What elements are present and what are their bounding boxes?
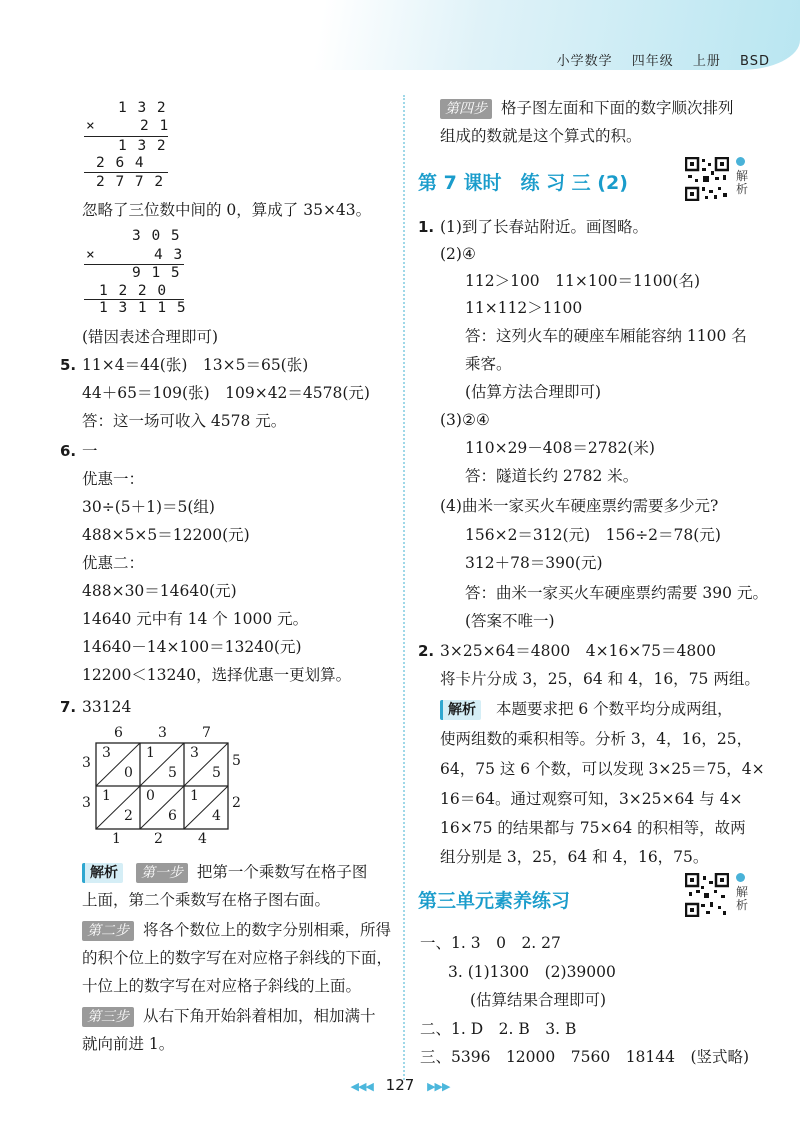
header-grade: 四年级 (631, 54, 674, 69)
q6-line8: 12200＜13240，选择优惠一更划算。 (82, 666, 352, 684)
calc2-row3: 9 1 5 (132, 265, 181, 281)
r-q2-number: 2. (418, 642, 435, 660)
q6-line4: 优惠二： (82, 554, 145, 572)
lattice-cell-3-ones: 5 (212, 765, 221, 781)
r-q1-line10: 答：隧道长约 2782 米。 (465, 467, 639, 485)
calc1-row2: 2 1 (140, 118, 170, 134)
q7-number: 7. (60, 698, 77, 716)
header-subject: 小学数学 (556, 54, 613, 69)
calc2-row5: 1 3 1 1 5 (99, 300, 187, 316)
r-q1-line11: (4)曲米一家买火车硬座票约需要多少元? (440, 497, 719, 515)
q6-line6: 14640 元中有 14 个 1000 元。 (82, 610, 309, 628)
lattice-cell-6-ones: 4 (212, 808, 221, 824)
lattice-cell-5-tens: 0 (146, 788, 155, 804)
step3-text-a: 从右下角开始斜着相加，相加满十 (142, 1007, 376, 1025)
r-q1-line4: 11×112＞1100 (465, 299, 583, 317)
lattice-cell-1-ones: 0 (124, 765, 133, 781)
note1: 忽略了三位数中间的 0，算成了 35×43。 (82, 201, 372, 219)
lattice-cell-2-ones: 5 (168, 765, 177, 781)
lattice-right-2: 2 (232, 795, 241, 811)
unit-line5: 三、5396 12000 7560 18144 (竖式略) (420, 1048, 750, 1066)
step2-text-c: 十位上的数字写在对应格子斜线的上面。 (82, 977, 362, 995)
qr-code-icon[interactable] (685, 157, 729, 201)
footer-right-arrows: ▶▶▶ (427, 1080, 450, 1093)
r-q1-line14: 答：曲米一家买火车硬座票约需要 390 元。 (465, 584, 768, 602)
r-q2-analysis-tag: 解析 (440, 700, 481, 720)
r-q1-line9: 110×29－408＝2782(米) (465, 439, 655, 457)
step1-tag: 第一步 (136, 863, 188, 883)
lattice-bottom-2: 2 (154, 831, 163, 847)
qr-badge-icon (736, 157, 745, 166)
calc1-row3: 1 3 2 (118, 138, 167, 154)
lattice-bottom-3: 4 (198, 831, 207, 847)
q5-number: 5. (60, 356, 77, 374)
calc2-sign: × (86, 247, 96, 263)
r-q2-a6: 组分别是 3，25，64 和 4，16，75。 (440, 848, 709, 866)
r-q1-line2: (2)④ (440, 245, 476, 263)
q6-line2: 30÷(5＋1)＝5(组) (82, 498, 215, 516)
analysis-tag: 解析 (82, 863, 123, 883)
header-edition: BSD (740, 54, 770, 69)
lattice-top-2: 3 (158, 725, 167, 741)
step4-tag: 第四步 (440, 99, 492, 119)
step1-text-a: 把第一个乘数写在格子图 (196, 863, 368, 881)
r-q1-line8: (3)②④ (440, 411, 490, 429)
analysis-step3 (82, 1006, 375, 1027)
r-q2-a5: 16×75 的结果都与 75×64 的积相等，故两 (440, 819, 746, 837)
r-q1-line6: 乘客。 (465, 355, 512, 373)
q6-line5: 488×30＝14640(元) (82, 582, 237, 600)
r-q1-line1: (1)到了长春站附近。画图略。 (440, 218, 648, 236)
r-q2-a3: 64，75 这 6 个数，可以发现 3×25＝75，4× (440, 760, 765, 778)
calc1-row1: 1 3 2 (118, 100, 167, 116)
r-q1-line5: 答：这列火车的硬座车厢能容纳 1100 名 (465, 327, 747, 345)
calc2-row2: 4 3 (154, 247, 184, 263)
r-q1-number: 1. (418, 218, 435, 236)
q6-line7: 14640－14×100＝13240(元) (82, 638, 302, 656)
step2-text-a: 将各个数位上的数字分别相乘，所得 (142, 921, 391, 939)
step4-text-b: 组成的数就是这个算式的积。 (440, 127, 642, 145)
r-q2-a1: 本题要求把 6 个数平均分成两组， (495, 700, 733, 718)
q6-line0: 一 (82, 442, 98, 460)
r-q1-line3: 112＞100 11×100＝1100(名) (465, 272, 701, 290)
r-q1-line15: (答案不唯一) (465, 612, 555, 630)
step1-text-b: 上面，第二个乘数写在格子图右面。 (82, 891, 331, 909)
unit-line3: (估算结果合理即可) (470, 991, 607, 1009)
step2-tag: 第二步 (82, 921, 134, 941)
footer-left-arrows: ◀◀◀ (350, 1080, 373, 1093)
header-volume: 上册 (692, 54, 721, 69)
step3-text-b: 就向前进 1。 (82, 1035, 175, 1053)
qr-label: 解析 (736, 169, 749, 196)
r-q2-a2: 使两组数的乘积相等。分析 3，4，16，25， (440, 730, 753, 748)
lattice-cell-3-tens: 3 (190, 745, 199, 761)
r-q1-line12: 156×2＝312(元) 156÷2＝78(元) (465, 526, 721, 544)
qr-code-icon-2[interactable] (685, 873, 729, 917)
calc2-row1: 3 0 5 (132, 228, 181, 244)
calc1-row4: 2 6 4 (96, 155, 145, 171)
analysis-step2 (82, 920, 391, 941)
lattice-cell-6-tens: 1 (190, 788, 199, 804)
lattice-cell-2-tens: 1 (146, 745, 155, 761)
r-q2-a4: 16＝64。通过观察可知，3×25×64 与 4× (440, 790, 743, 808)
unit-line4: 二、1. D 2. B 3. B (420, 1020, 577, 1038)
qr-label-2: 解析 (736, 885, 749, 912)
unit-line1: 一、1. 3 0 2. 27 (420, 934, 561, 952)
lattice-cell-5-ones: 6 (168, 808, 177, 824)
page-number: 127 (385, 1076, 415, 1094)
step2-text-b: 的积个位上的数字写在对应格子斜线的下面， (82, 949, 393, 967)
unit-line2: 3. (1)1300 (2)39000 (448, 963, 616, 981)
column-divider (403, 95, 405, 1080)
q5-line2: 44＋65＝109(张) 109×42＝4578(元) (82, 384, 370, 402)
lattice-cell-4-tens: 1 (102, 788, 111, 804)
running-header (543, 50, 770, 69)
lattice-cell-4-ones: 2 (124, 808, 133, 824)
lattice-cell-1-tens: 3 (102, 745, 111, 761)
q6-line3: 488×5×5＝12200(元) (82, 526, 250, 544)
step3-tag: 第三步 (82, 1007, 134, 1027)
r-q1-line13: 312＋78＝390(元) (465, 554, 603, 572)
r-q1-line7: (估算方法合理即可) (465, 383, 602, 401)
lattice-top-3: 7 (202, 725, 211, 741)
page-footer (0, 1076, 800, 1094)
q6-number: 6. (60, 442, 77, 460)
unit-title: 第三单元素养练习 (418, 890, 571, 912)
calc1-row5: 2 7 7 2 (96, 174, 165, 190)
analysis-step4 (440, 98, 733, 119)
calc2-row4: 1 2 2 0 (99, 283, 168, 299)
qr-badge-icon-2 (736, 873, 745, 882)
q5-line3: 答：这一场可收入 4578 元。 (82, 412, 287, 430)
r-q2-line1: 3×25×64＝4800 4×16×75＝4800 (440, 642, 716, 660)
lattice-bottom-1: 1 (112, 831, 121, 847)
lattice-left-1: 3 (82, 755, 91, 771)
lattice-left-2: 3 (82, 795, 91, 811)
q5-line1: 11×4＝44(张) 13×5＝65(张) (82, 356, 309, 374)
lattice-grid (82, 725, 242, 855)
note2: (错因表述合理即可) (82, 328, 219, 346)
calc1-sign: × (86, 118, 96, 134)
analysis-step1 (82, 862, 367, 883)
r-q2-analysis-1 (440, 699, 733, 720)
q6-line1: 优惠一： (82, 470, 145, 488)
q7-answer: 33124 (82, 698, 132, 716)
lattice-right-1: 5 (232, 753, 241, 769)
r-q2-line2: 将卡片分成 3，25，64 和 4，16，75 两组。 (440, 670, 760, 688)
lattice-top-1: 6 (114, 725, 123, 741)
step4-text-a: 格子图左面和下面的数字顺次排列 (500, 99, 734, 117)
lesson-title: 第 7 课时 练 习 三 (2) (418, 172, 628, 194)
